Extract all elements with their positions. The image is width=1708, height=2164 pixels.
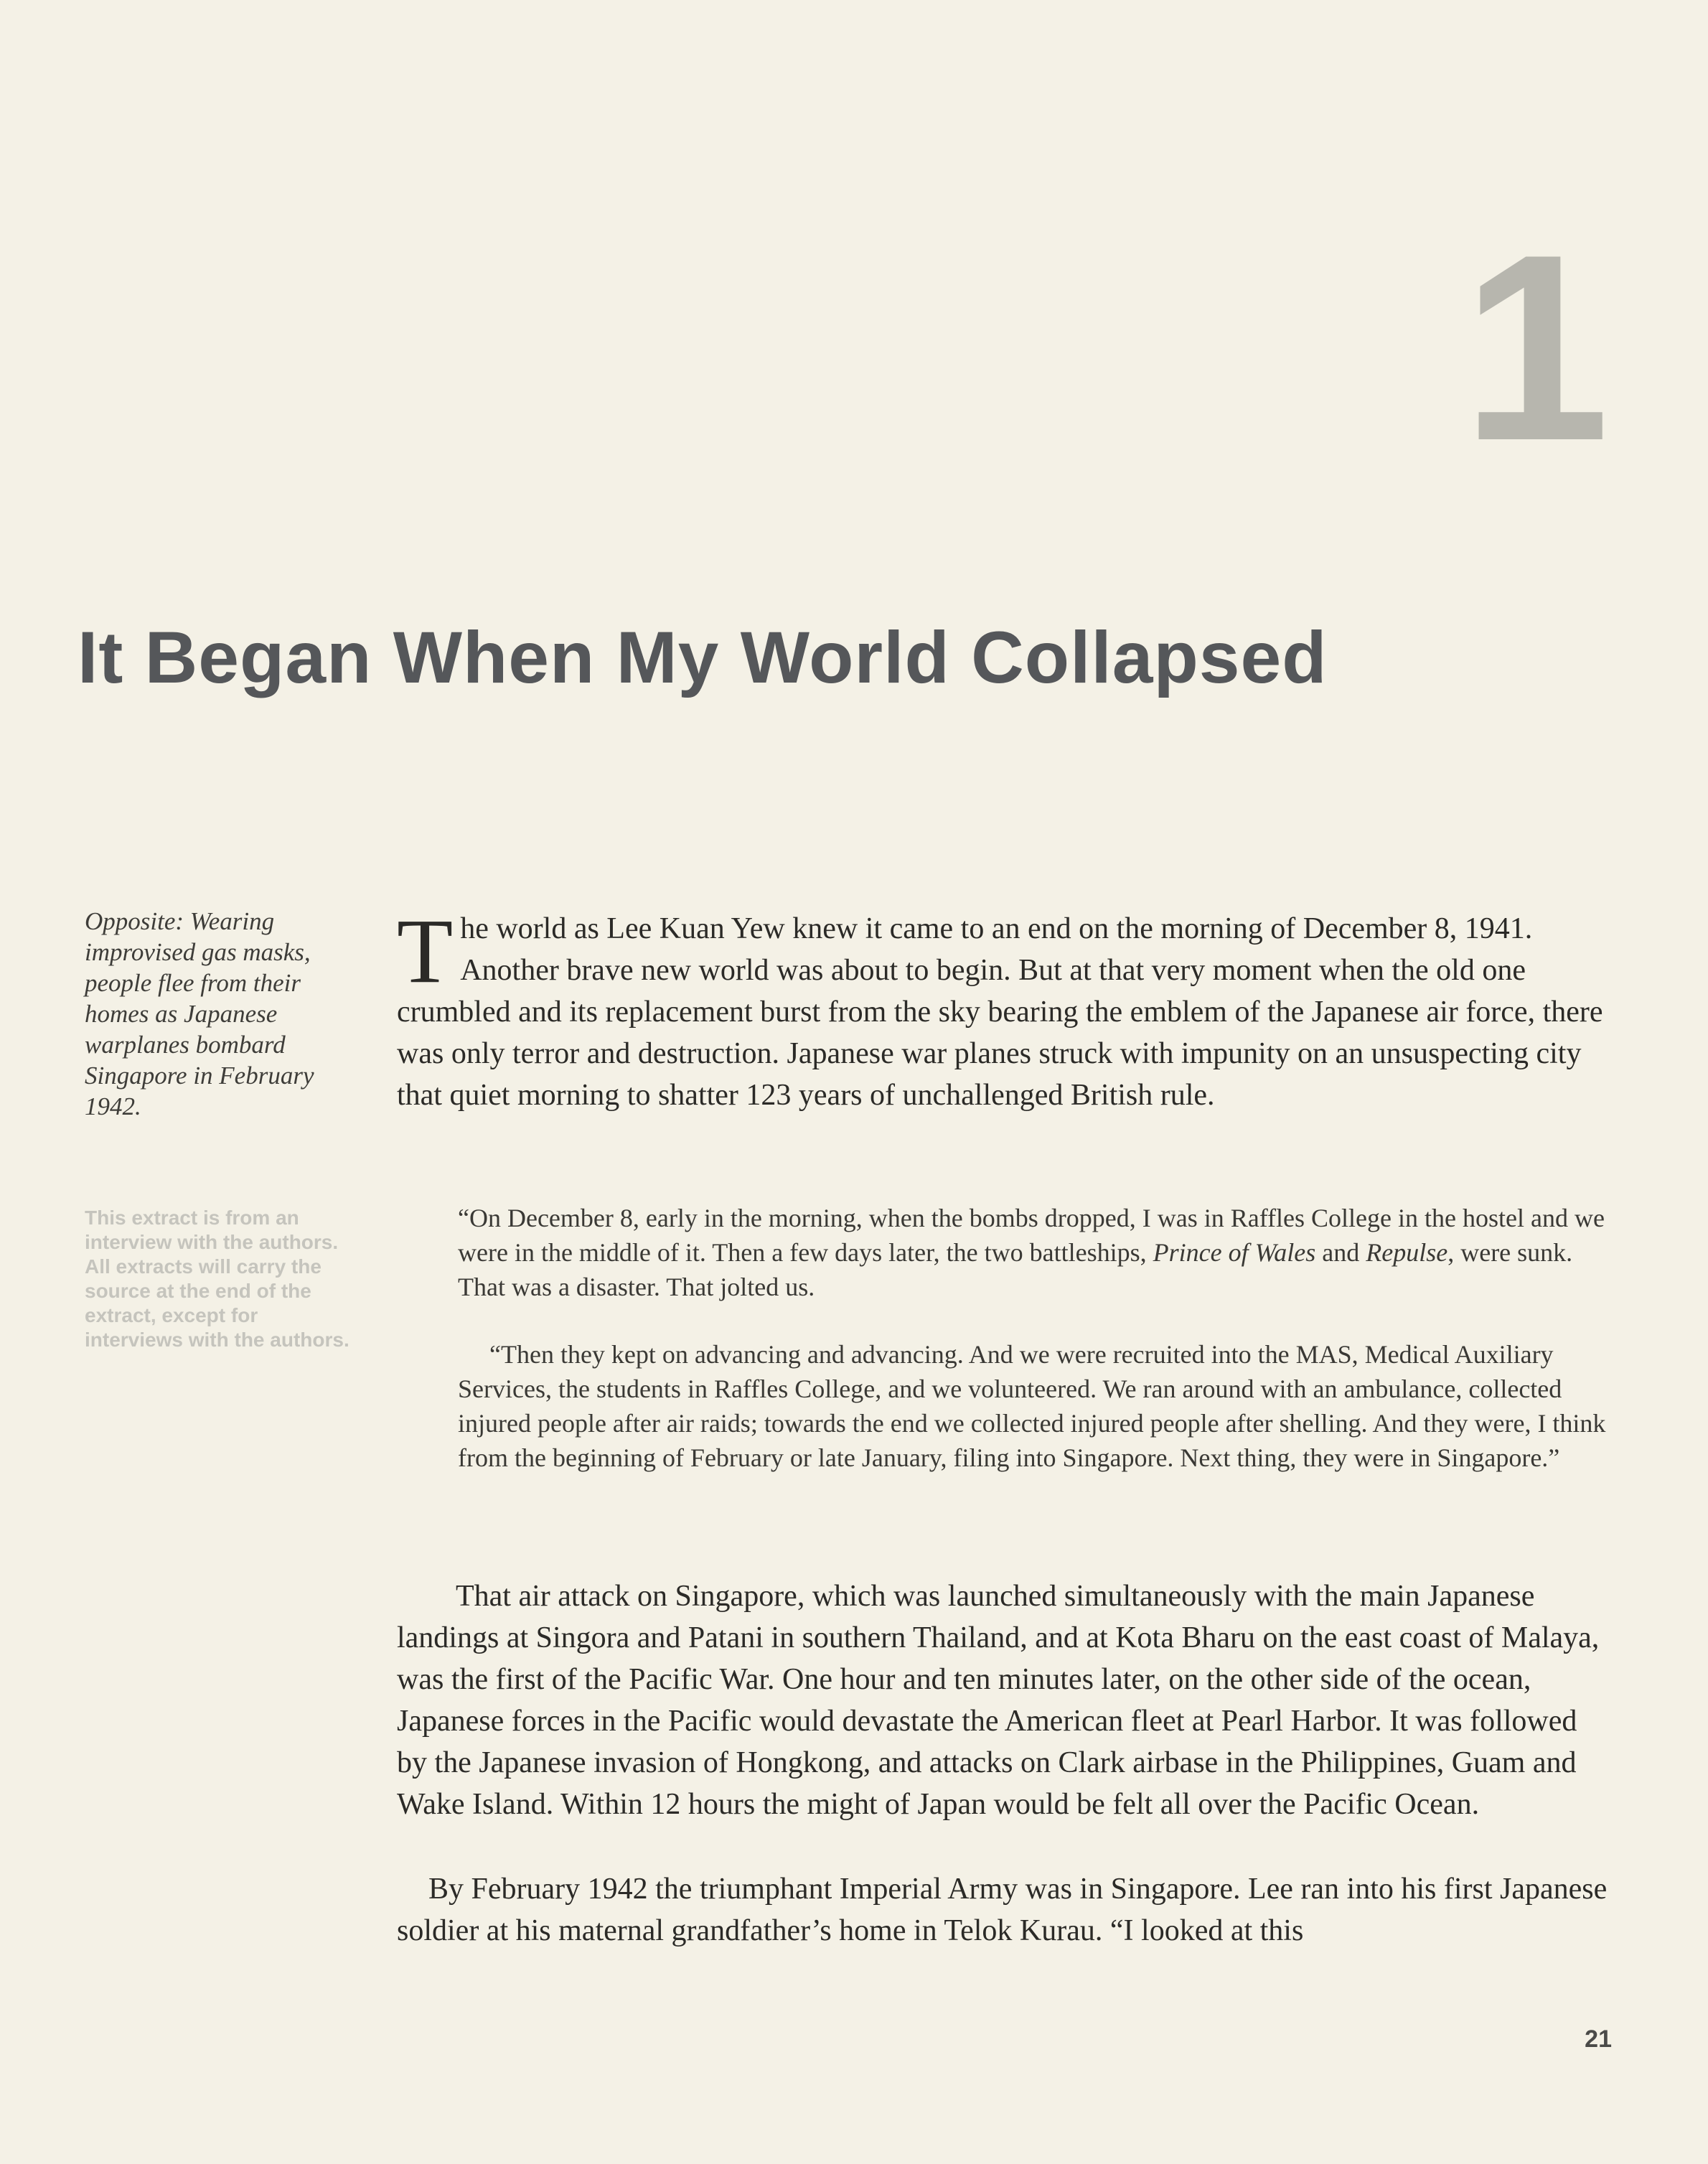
ship-name-prince-of-wales: Prince of Wales [1153,1238,1316,1267]
quote-text: , were sunk. That was a disaster. That jolted us. [458,1238,1573,1301]
body-paragraph-2: That air attack on Singapore, which was launched simultaneously with the main Japanese landings at Singora and Patani in southern Thailand, and at Kota Bharu on the east coast of Malaya, was the first of the Pacific War. One hour and ten minutes later, on the other side of the ocean, Japanese forces in the Pacific would devastate the American fleet at Pearl Harbor. It was followed by the Japanese invasion of Hongkong, and attacks on Clark airbase in the Philippines, Guam and Wake Island. Within 12 hours the might of Japan would be felt all over the Pacific Ocean. [397,1580,1600,1821]
opening-paragraph [397,900,1611,1116]
quote-text: “On December 8, early in the morning, when the bombs dropped, I was in Raffles College in the hostel and we were in the middle of it. Then a few days later, the two battleships, [458,1204,1605,1267]
chapter-number: 1 [1462,200,1610,496]
photo-caption: Opposite: Wearing improvised gas masks, people flee from their homes as Japanese warplanes bombard Singapore in February 1942. [85,907,314,1120]
quote-paragraph-2: “Then they kept on advancing and advancing. And we were recruited into the MAS, Medical Auxiliary Services, the students in Raffles College, and we volunteered. We ran around with an ambulance, collected injured people after air raids; towards the end we collected injured people after shelling. And they were, I think from the beginning of February or late January, filing into Singapore. Next thing, they were in Singapore.” [458,1340,1606,1472]
quote-paragraph-1 [458,1201,1610,1304]
page-number: 21 [1585,2025,1612,2053]
chapter-title: It Began When My World Collapsed [78,617,1328,698]
quote-text: and [1315,1238,1366,1267]
opening-paragraph-text: he world as Lee Kuan Yew knew it came to an end on the morning of December 8, 1941. Another brave new world was about to begin. But at that very moment when the old one crumbled and its replacement burst from the sky bearing the emblem of the Japanese air force, there was only terror and destruction. Japanese war planes struck with impunity on an unsuspecting city that quiet morning to shatter 123 years of unchallenged British rule. [397,912,1603,1112]
source-note: This extract is from an interview with the authors. All extracts will carry the source at the end of the extract, except for interviews with the authors. [85,1207,349,1351]
body-paragraph-3: By February 1942 the triumphant Imperial Army was in Singapore. Lee ran into his first Japanese soldier at his maternal grandfather’s home in Telok Kurau. “I looked at this [397,1873,1608,1947]
drop-cap: T [397,900,454,1002]
ship-name-repulse: Repulse [1366,1238,1448,1267]
